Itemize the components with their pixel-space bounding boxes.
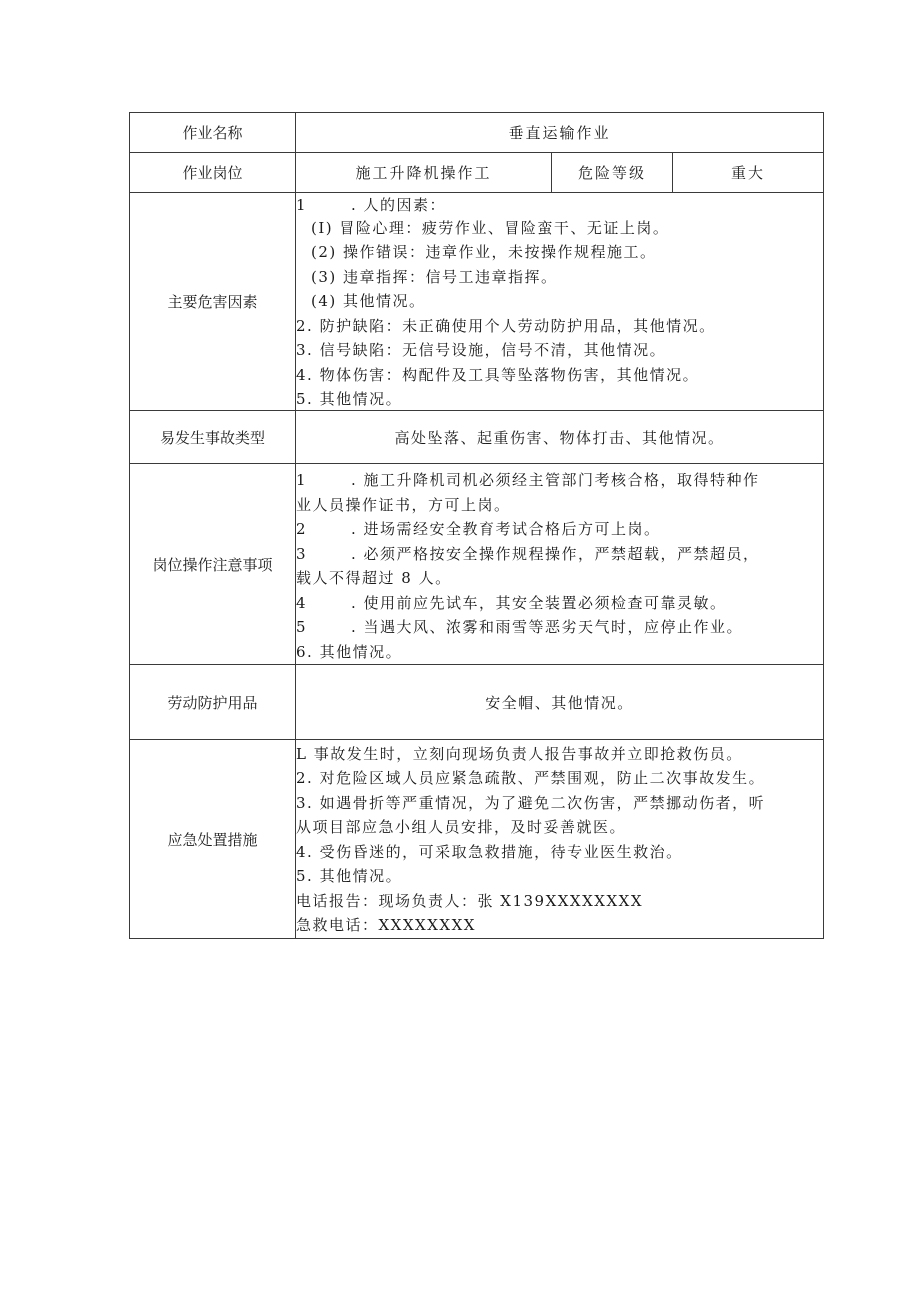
emergency-line: 从项目部应急小组人员安排，及时妥善就医。 — [296, 818, 627, 836]
hazard-line: 1 . 人的因素： — [296, 195, 447, 214]
emergency-line: 5. 其他情况。 — [296, 867, 403, 885]
hazard-line: (2) 操作错误：违章作业，未按操作规程施工。 — [311, 243, 657, 261]
emergency-line: 4. 受伤昏迷的，可采取急救措施，待专业医生救治。 — [296, 842, 683, 861]
risk-level-label: 危险等级 — [552, 153, 673, 193]
hazard-line: (I) 冒险心理：疲劳作业、冒险蛮干、无证上岗。 — [311, 218, 670, 237]
row-hazards — [130, 193, 824, 411]
emergency-line: 2. 对危险区域人员应紧急疏散、严禁围观，防止二次事故发生。 — [296, 769, 766, 787]
post-value: 施工升降机操作工 — [296, 153, 552, 193]
accident-types-label: 易发生事故类型 — [130, 411, 296, 464]
hazards-label: 主要危害因素 — [130, 193, 296, 411]
hazard-line: (3) 违章指挥：信号工违章指挥。 — [311, 267, 558, 286]
hazard-line: 5. 其他情况。 — [296, 390, 403, 408]
job-name-label: 作业名称 — [130, 113, 296, 153]
hazard-line: 3. 信号缺陷：无信号设施，信号不清，其他情况。 — [296, 341, 667, 359]
job-name-value: 垂直运输作业 — [296, 113, 824, 153]
hazard-line: (4) 其他情况。 — [311, 292, 426, 310]
emergency-first-aid-line: 急救电话：XXXXXXXX — [296, 916, 476, 934]
precaution-line: 5 . 当遇大风、浓雾和雨雪等恶劣天气时，应停止作业。 — [296, 618, 744, 636]
precautions-content — [296, 464, 824, 665]
hazards-list — [296, 194, 823, 410]
precaution-line: 载人不得超过 8 人。 — [296, 569, 452, 587]
emergency-line: L 事故发生时，立刻向现场负责人报告事故并立即抢救伤员。 — [296, 744, 743, 763]
emergency-label: 应急处置措施 — [130, 740, 296, 939]
precaution-line: 1 . 施工升降机司机必须经主管部门考核合格，取得特种作 — [296, 471, 760, 489]
precaution-line: 业人员操作证书，方可上岗。 — [296, 495, 511, 514]
ppe-label: 劳动防护用品 — [130, 665, 296, 740]
emergency-line: 3. 如遇骨折等严重情况，为了避免二次伤害，严禁挪动伤者，听 — [296, 793, 766, 812]
risk-level-value: 重大 — [673, 153, 824, 193]
post-label: 作业岗位 — [130, 153, 296, 193]
ppe-value: 安全帽、其他情况。 — [296, 665, 824, 740]
precaution-line: 4 . 使用前应先试车，其安全装置必须检查可靠灵敏。 — [296, 593, 727, 612]
hazard-line: 4. 物体伤害：构配件及工具等坠落物伤害，其他情况。 — [296, 365, 700, 384]
row-accident-types — [130, 411, 824, 464]
hazard-line: 2. 防护缺陷：未正确使用个人劳动防护用品，其他情况。 — [296, 316, 716, 335]
row-precautions — [130, 464, 824, 665]
precaution-line: 2 . 进场需经安全教育考试合格后方可上岗。 — [296, 520, 661, 538]
emergency-phone-line: 电话报告：现场负责人：张 X139XXXXXXXX — [296, 891, 644, 910]
row-job-name — [130, 113, 824, 153]
emergency-content — [296, 740, 824, 939]
safety-card-table — [129, 112, 824, 939]
precautions-label: 岗位操作注意事项 — [130, 464, 296, 665]
row-post — [130, 153, 824, 193]
precaution-line: 3 . 必须严格按安全操作规程操作，严禁超载，严禁超员， — [296, 544, 760, 563]
row-ppe — [130, 665, 824, 740]
hazards-content — [296, 193, 824, 411]
row-emergency — [130, 740, 824, 939]
accident-types-value: 高处坠落、起重伤害、物体打击、其他情况。 — [296, 411, 824, 464]
precaution-line: 6. 其他情况。 — [296, 642, 403, 661]
